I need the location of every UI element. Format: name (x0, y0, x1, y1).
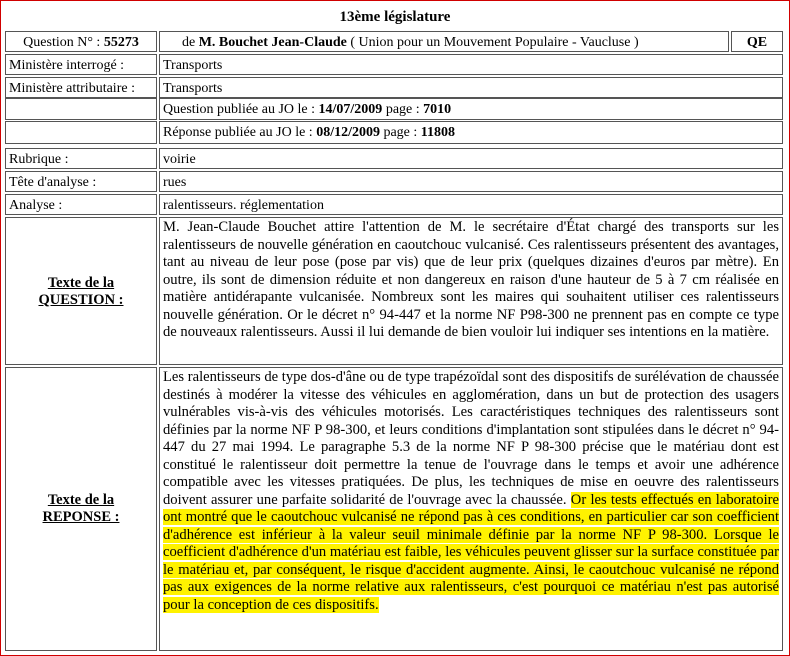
answer-published-label: Réponse publiée au JO le : (163, 125, 313, 140)
question-type-cell (731, 31, 783, 52)
answer-text-plain: Les ralentisseurs de type dos-d'âne ou de type trapézoïdal sont des dispositifs de surélévation de chaussée destinés à modérer la vitesse des véhicules en agglomération, dans un but de protection des usagers vulnérables vis-à-vis des véhicules motorisés. Les caractéristiques techniques des ralentisseurs sont définies par la norme NF P 98-300, et leurs conditions d'implantation sont stipulées dans le décret n° 94-447 du 27 mai 1994. Le paragraphe 5.3 de la norme NF P 98-300 précise que le matériau dont est constitué le ralentisseur doit permettre la tenue de l'ouvrage dans le temps et avoir une adhérence compatible avec les vitesses pratiquées. De plus, les techniques de mise en oeuvre des ralentisseurs doivent assurer une parfaite solidarité de l'ouvrage avec la chaussée. (163, 369, 779, 508)
question-section-heading (5, 217, 157, 365)
author-cell (159, 31, 729, 52)
question-title-line2: QUESTION : (38, 292, 124, 308)
question-published-date: 14/07/2009 (318, 102, 383, 117)
answer-text-highlighted: Or les tests effectués en laboratoire ont montré que le caoutchouc vulcanisé ne répond pas à ces conditions, en particulier car son coefficient d'adhérence est inférieur à la valeur seuil minimale définie par la norme NF P 98-300. Lorsque le coefficient d'adhérence d'un matériau est faible, les véhicules peuvent glisser sur la surface constituée par le matériau et, par conséquent, le risque d'accident augmente. Ainsi, le caoutchouc vulcanisé ne répond pas aux exigences de la norme relative aux ralentisseurs, c'est pourquoi ce matériau n'est pas autorisé pour la conception de ces dispositifs. (163, 491, 779, 613)
empty-cell-published (5, 98, 157, 120)
answer-section-heading (5, 367, 157, 651)
ministere-interroge-value: Transports (159, 54, 783, 75)
author-name: M. Bouchet Jean-Claude (198, 35, 347, 50)
answer-text (159, 367, 783, 651)
question-published-page: 7010 (423, 102, 452, 117)
question-type: QE (746, 35, 768, 50)
question-number-label: Question N° : (23, 35, 101, 50)
analyse-label: Analyse : (5, 194, 157, 215)
question-number-cell (5, 31, 157, 52)
question-published-page-label: page : (385, 102, 420, 117)
rubrique-value: voirie (159, 148, 783, 169)
ministere-attributaire-label: Ministère attributaire : (5, 77, 157, 98)
tete-analyse-label: Tête d'analyse : (5, 171, 157, 192)
answer-title-line2: REPONSE : (42, 509, 120, 525)
question-number: 55273 (103, 35, 139, 50)
answer-section-title (6, 492, 156, 526)
answer-published-page-label: page : (383, 125, 418, 140)
question-title-line1: Texte de la (47, 275, 115, 291)
rubrique-label: Rubrique : (5, 148, 157, 169)
tete-analyse-value: rues (159, 171, 783, 192)
question-published-row (159, 98, 783, 120)
ministere-interroge-label: Ministère interrogé : (5, 54, 157, 75)
answer-published-date: 08/12/2009 (316, 125, 380, 140)
analyse-value: ralentisseurs. réglementation (159, 194, 783, 215)
author-group: ( Union pour un Mouvement Populaire - Vaucluse ) (350, 35, 639, 50)
answer-title-line1: Texte de la (47, 492, 115, 508)
question-section-title (6, 275, 156, 309)
ministere-attributaire-value: Transports (159, 77, 783, 98)
legislature-title: 13ème législature (339, 9, 451, 25)
empty-cell-answered (5, 121, 157, 144)
question-published-label: Question publiée au JO le : (163, 102, 316, 117)
answer-published-page: 11808 (420, 125, 456, 140)
author-prefix: de (182, 35, 196, 50)
answer-published-row (159, 121, 783, 144)
question-text: M. Jean-Claude Bouchet attire l'attention de M. le secrétaire d'État chargé des transports sur les ralentisseurs de nouvelle génération en caoutchouc vulcanisé. Ces ralentisseurs présentent des avantages, tant au niveau de leur pose (pose par vis) que de leur prix (quelques dizaines d'euros par mètre). En outre, ils sont de dimension réduite et non dangereux en raison d'une hauteur de 5 à 7 cm réalisée en matière antidérapante vulcanisée. Nombreux sont les maires qui souhaitent utiliser ces ralentisseurs nouvelle génération. Or le décret n° 94-447 et la norme NF P98-300 ne prennent pas en compte ce type de nouveaux ralentisseurs. Aussi il lui demande de bien vouloir lui indiquer ses intentions en la matière. (159, 217, 783, 365)
